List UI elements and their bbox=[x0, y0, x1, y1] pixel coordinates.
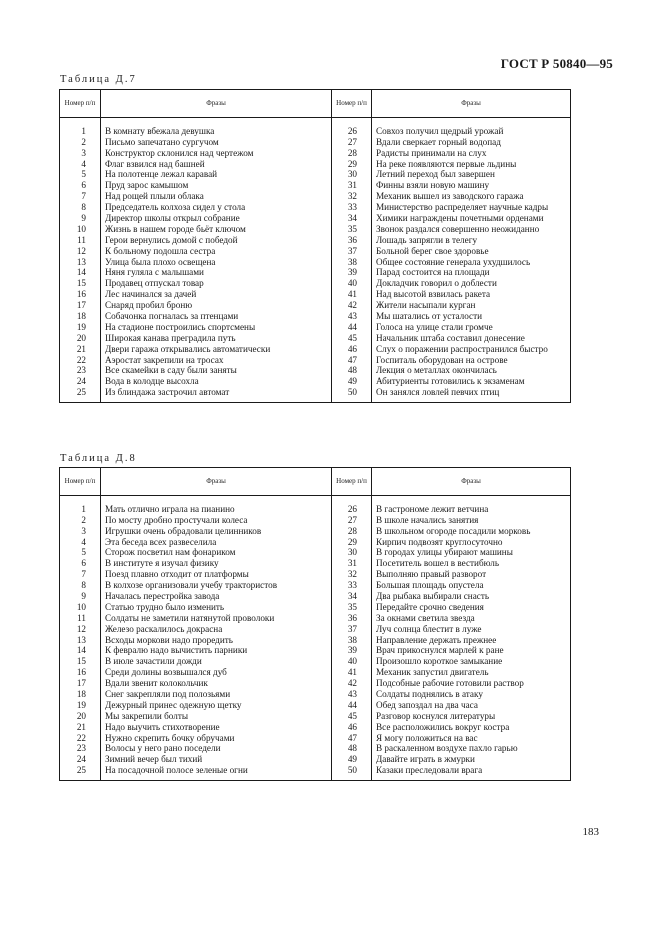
row-number: 34 bbox=[332, 591, 372, 602]
row-number: 7 bbox=[60, 569, 101, 580]
table-row bbox=[60, 558, 571, 569]
row-phrase: Врач прикоснулся марлей к ране bbox=[372, 646, 571, 657]
row-number: 39 bbox=[332, 268, 372, 279]
table-row bbox=[60, 159, 571, 170]
table-row bbox=[60, 235, 571, 246]
row-number: 34 bbox=[332, 213, 372, 224]
row-phrase: Произошло короткое замыкание bbox=[372, 656, 571, 667]
row-phrase: Председатель колхоза сидел у стола bbox=[101, 202, 332, 213]
row-phrase: Посетитель вошел в вестибюль bbox=[372, 558, 571, 569]
row-number: 40 bbox=[332, 278, 372, 289]
row-phrase: Продавец отпускал товар bbox=[101, 278, 332, 289]
row-number: 4 bbox=[60, 537, 101, 548]
table-d7-title: Таблица Д.7 bbox=[60, 74, 137, 85]
row-number: 30 bbox=[332, 170, 372, 181]
col-header-phrases: Фразы bbox=[101, 468, 332, 496]
row-number: 38 bbox=[332, 257, 372, 268]
table-row bbox=[60, 126, 571, 137]
table-row bbox=[60, 344, 571, 355]
row-number: 12 bbox=[60, 246, 101, 257]
row-phrase: Давайте играть в жмурки bbox=[372, 754, 571, 765]
row-phrase: Механик вышел из заводского гаража bbox=[372, 191, 571, 202]
row-number: 13 bbox=[60, 257, 101, 268]
row-phrase: Мать отлично играла на пианино bbox=[101, 504, 332, 515]
row-number: 9 bbox=[60, 591, 101, 602]
row-phrase: В комнату вбежала девушка bbox=[101, 126, 332, 137]
row-phrase: Флаг взвился над башней bbox=[101, 159, 332, 170]
table-row bbox=[60, 700, 571, 711]
col-header-number: Номер п/п bbox=[332, 90, 372, 118]
table-row bbox=[60, 656, 571, 667]
table-row bbox=[60, 624, 571, 635]
row-phrase: Мы шатались от усталости bbox=[372, 311, 571, 322]
table-row bbox=[60, 278, 571, 289]
table-row bbox=[60, 722, 571, 733]
row-phrase: Казаки преследовали врага bbox=[372, 765, 571, 776]
table-row bbox=[60, 689, 571, 700]
row-number: 46 bbox=[332, 344, 372, 355]
row-phrase: В школе начались занятия bbox=[372, 515, 571, 526]
row-number: 19 bbox=[60, 322, 101, 333]
table-row bbox=[60, 711, 571, 722]
table-row bbox=[60, 180, 571, 191]
table-d8 bbox=[59, 467, 571, 781]
row-phrase: Радисты принимали на слух bbox=[372, 148, 571, 159]
row-number: 26 bbox=[332, 126, 372, 137]
row-phrase: Дежурный принес одежную щетку bbox=[101, 700, 332, 711]
row-phrase: Сторож посветил нам фонариком bbox=[101, 548, 332, 559]
row-phrase: Парад состоится на площади bbox=[372, 268, 571, 279]
row-number: 33 bbox=[332, 202, 372, 213]
row-number: 44 bbox=[332, 700, 372, 711]
row-number: 5 bbox=[60, 170, 101, 181]
row-phrase: Широкая канава преградила путь bbox=[101, 333, 332, 344]
row-phrase: Большая площадь опустела bbox=[372, 580, 571, 591]
table-row bbox=[60, 170, 571, 181]
table-row bbox=[60, 667, 571, 678]
row-number: 20 bbox=[60, 333, 101, 344]
table-row bbox=[60, 537, 571, 548]
row-number: 4 bbox=[60, 159, 101, 170]
row-number: 1 bbox=[60, 126, 101, 137]
table-row bbox=[60, 246, 571, 257]
row-phrase: Все скамейки в саду были заняты bbox=[101, 366, 332, 377]
row-phrase: На полотенце лежал каравай bbox=[101, 170, 332, 181]
table-row bbox=[60, 148, 571, 159]
row-number: 35 bbox=[332, 602, 372, 613]
table-row bbox=[60, 311, 571, 322]
row-phrase: Статью трудно было изменить bbox=[101, 602, 332, 613]
row-phrase: Аэростат закрепили на тросах bbox=[101, 355, 332, 366]
row-number: 29 bbox=[332, 537, 372, 548]
row-phrase: Общее состояние генерала ухудшилось bbox=[372, 257, 571, 268]
row-number: 49 bbox=[332, 754, 372, 765]
row-number: 21 bbox=[60, 344, 101, 355]
row-number: 37 bbox=[332, 624, 372, 635]
row-phrase: В институте я изучал физику bbox=[101, 558, 332, 569]
row-number: 25 bbox=[60, 765, 101, 776]
row-phrase: Все расположились вокруг костра bbox=[372, 722, 571, 733]
row-number: 11 bbox=[60, 235, 101, 246]
table-row bbox=[60, 213, 571, 224]
row-phrase: Кирпич подвозят круглосуточно bbox=[372, 537, 571, 548]
table-row bbox=[60, 268, 571, 279]
row-phrase: К больному подошла сестра bbox=[101, 246, 332, 257]
table-row bbox=[60, 526, 571, 537]
row-phrase: Лошадь запрягли в телегу bbox=[372, 235, 571, 246]
row-number: 39 bbox=[332, 646, 372, 657]
table-row bbox=[60, 765, 571, 776]
row-phrase: В раскаленном воздухе пахло гарью bbox=[372, 744, 571, 755]
row-phrase: Выполняю правый разворот bbox=[372, 569, 571, 580]
document-code: ГОСТ Р 50840—95 bbox=[500, 56, 613, 71]
row-number: 3 bbox=[60, 148, 101, 159]
row-number: 32 bbox=[332, 569, 372, 580]
row-phrase: Звонок раздался совершенно неожиданно bbox=[372, 224, 571, 235]
row-number: 48 bbox=[332, 366, 372, 377]
row-number: 9 bbox=[60, 213, 101, 224]
row-phrase: За окнами светила звезда bbox=[372, 613, 571, 624]
row-number: 38 bbox=[332, 635, 372, 646]
table-row bbox=[60, 289, 571, 300]
table-row bbox=[60, 191, 571, 202]
row-phrase: К февралю надо вычистить парники bbox=[101, 646, 332, 657]
table-row bbox=[60, 602, 571, 613]
row-number: 36 bbox=[332, 613, 372, 624]
row-number: 27 bbox=[332, 515, 372, 526]
table-d7 bbox=[59, 89, 571, 403]
table-row bbox=[60, 635, 571, 646]
table-row bbox=[60, 333, 571, 344]
row-number: 18 bbox=[60, 311, 101, 322]
table-row bbox=[60, 355, 571, 366]
row-number: 42 bbox=[332, 678, 372, 689]
row-phrase: Передайте срочно сведения bbox=[372, 602, 571, 613]
row-number: 22 bbox=[60, 355, 101, 366]
row-phrase: Разговор коснулся литературы bbox=[372, 711, 571, 722]
table-row bbox=[60, 224, 571, 235]
row-phrase: Всходы моркови надо проредить bbox=[101, 635, 332, 646]
row-number: 42 bbox=[332, 300, 372, 311]
page-number: 183 bbox=[582, 826, 599, 838]
row-number: 25 bbox=[60, 387, 101, 398]
row-phrase: Началась перестройка завода bbox=[101, 591, 332, 602]
row-phrase: Вода в колодце высохла bbox=[101, 376, 332, 387]
row-phrase: Поезд плавно отходит от платформы bbox=[101, 569, 332, 580]
row-number: 15 bbox=[60, 656, 101, 667]
row-phrase: Железо раскалилось докрасна bbox=[101, 624, 332, 635]
row-number: 32 bbox=[332, 191, 372, 202]
row-phrase: Лес начинался за дачей bbox=[101, 289, 332, 300]
row-number: 24 bbox=[60, 754, 101, 765]
row-number: 10 bbox=[60, 602, 101, 613]
row-phrase: Конструктор склонился над чертежом bbox=[101, 148, 332, 159]
row-number: 24 bbox=[60, 376, 101, 387]
col-header-number: Номер п/п bbox=[332, 468, 372, 496]
table-row bbox=[60, 591, 571, 602]
row-number: 16 bbox=[60, 289, 101, 300]
row-phrase: В гастрономе лежит ветчина bbox=[372, 504, 571, 515]
row-phrase: Докладчик говорил о доблести bbox=[372, 278, 571, 289]
row-phrase: Вдали звенит колокольчик bbox=[101, 678, 332, 689]
row-phrase: Жители насыпали курган bbox=[372, 300, 571, 311]
row-phrase: Нужно скрепить бочку обручами bbox=[101, 733, 332, 744]
row-phrase: Летний переход был завершен bbox=[372, 170, 571, 181]
row-number: 3 bbox=[60, 526, 101, 537]
row-phrase: Волосы у него рано поседели bbox=[101, 744, 332, 755]
row-phrase: Улица была плохо освещена bbox=[101, 257, 332, 268]
row-number: 31 bbox=[332, 558, 372, 569]
row-number: 21 bbox=[60, 722, 101, 733]
row-number: 17 bbox=[60, 300, 101, 311]
row-number: 28 bbox=[332, 148, 372, 159]
row-number: 14 bbox=[60, 646, 101, 657]
row-number: 15 bbox=[60, 278, 101, 289]
row-number: 19 bbox=[60, 700, 101, 711]
row-phrase: Солдаты не заметили натянутой проволоки bbox=[101, 613, 332, 624]
row-number: 45 bbox=[332, 711, 372, 722]
row-phrase: Вдали сверкает горный водопад bbox=[372, 137, 571, 148]
row-phrase: Снаряд пробил броню bbox=[101, 300, 332, 311]
row-phrase: Слух о поражении распространился быстро bbox=[372, 344, 571, 355]
row-phrase: Двери гаража открывались автоматически bbox=[101, 344, 332, 355]
table-row bbox=[60, 548, 571, 559]
row-number: 37 bbox=[332, 246, 372, 257]
table-row bbox=[60, 257, 571, 268]
row-phrase: Механик запустил двигатель bbox=[372, 667, 571, 678]
table-row bbox=[60, 366, 571, 377]
row-phrase: Надо выучить стихотворение bbox=[101, 722, 332, 733]
col-header-phrases: Фразы bbox=[372, 90, 571, 118]
row-number: 14 bbox=[60, 268, 101, 279]
row-number: 48 bbox=[332, 744, 372, 755]
row-number: 47 bbox=[332, 355, 372, 366]
row-number: 16 bbox=[60, 667, 101, 678]
row-phrase: Госпиталь оборудован на острове bbox=[372, 355, 571, 366]
row-phrase: Над высотой взвилась ракета bbox=[372, 289, 571, 300]
row-number: 26 bbox=[332, 504, 372, 515]
row-number: 43 bbox=[332, 311, 372, 322]
row-number: 27 bbox=[332, 137, 372, 148]
row-phrase: Два рыбака выбирали снасть bbox=[372, 591, 571, 602]
row-number: 44 bbox=[332, 322, 372, 333]
row-phrase: Пруд зарос камышом bbox=[101, 180, 332, 191]
row-number: 50 bbox=[332, 765, 372, 776]
table-row bbox=[60, 580, 571, 591]
row-phrase: Начальник штаба составил донесение bbox=[372, 333, 571, 344]
row-number: 31 bbox=[332, 180, 372, 191]
row-phrase: Зимний вечер был тихий bbox=[101, 754, 332, 765]
row-phrase: Игрушки очень обрадовали целинников bbox=[101, 526, 332, 537]
row-phrase: Няня гуляла с малышами bbox=[101, 268, 332, 279]
row-number: 20 bbox=[60, 711, 101, 722]
row-phrase: Совхоз получил щедрый урожай bbox=[372, 126, 571, 137]
row-number: 29 bbox=[332, 159, 372, 170]
row-number: 47 bbox=[332, 733, 372, 744]
row-number: 6 bbox=[60, 180, 101, 191]
row-phrase: Эта беседа всех развеселила bbox=[101, 537, 332, 548]
row-number: 36 bbox=[332, 235, 372, 246]
table-row bbox=[60, 733, 571, 744]
row-number: 13 bbox=[60, 635, 101, 646]
row-phrase: Герои вернулись домой с победой bbox=[101, 235, 332, 246]
row-phrase: На посадочной полосе зеленые огни bbox=[101, 765, 332, 776]
row-phrase: По мосту дробно простучали колеса bbox=[101, 515, 332, 526]
row-number: 35 bbox=[332, 224, 372, 235]
row-number: 49 bbox=[332, 376, 372, 387]
row-number: 12 bbox=[60, 624, 101, 635]
row-phrase: В июле зачастили дожди bbox=[101, 656, 332, 667]
row-phrase: Абитуриенты готовились к экзаменам bbox=[372, 376, 571, 387]
row-number: 7 bbox=[60, 191, 101, 202]
row-number: 11 bbox=[60, 613, 101, 624]
table-row bbox=[60, 754, 571, 765]
row-number: 33 bbox=[332, 580, 372, 591]
row-number: 2 bbox=[60, 515, 101, 526]
row-phrase: На реке появляются первые льдины bbox=[372, 159, 571, 170]
table-row bbox=[60, 504, 571, 515]
row-phrase: Финны взяли новую машину bbox=[372, 180, 571, 191]
row-number: 2 bbox=[60, 137, 101, 148]
row-phrase: Направление держать прежнее bbox=[372, 635, 571, 646]
row-phrase: Обед запоздал на два часа bbox=[372, 700, 571, 711]
row-number: 18 bbox=[60, 689, 101, 700]
row-number: 41 bbox=[332, 289, 372, 300]
row-phrase: Над рощей плыли облака bbox=[101, 191, 332, 202]
row-number: 8 bbox=[60, 580, 101, 591]
row-phrase: Жизнь в нашем городе бьёт ключом bbox=[101, 224, 332, 235]
row-phrase: Письмо запечатано сургучом bbox=[101, 137, 332, 148]
col-header-number: Номер п/п bbox=[60, 90, 101, 118]
row-number: 41 bbox=[332, 667, 372, 678]
row-phrase: Среди долины возвышался дуб bbox=[101, 667, 332, 678]
row-phrase: Он занялся ловлей певчих птиц bbox=[372, 387, 571, 398]
row-phrase: В школьном огороде посадили морковь bbox=[372, 526, 571, 537]
table-row bbox=[60, 300, 571, 311]
row-phrase: Лекция о металлах окончилась bbox=[372, 366, 571, 377]
row-number: 45 bbox=[332, 333, 372, 344]
table-row bbox=[60, 569, 571, 580]
table-row bbox=[60, 137, 571, 148]
row-number: 5 bbox=[60, 548, 101, 559]
table-row bbox=[60, 744, 571, 755]
table-row bbox=[60, 376, 571, 387]
row-number: 17 bbox=[60, 678, 101, 689]
row-number: 50 bbox=[332, 387, 372, 398]
row-phrase: На стадионе построились спортсмены bbox=[101, 322, 332, 333]
row-phrase: Солдаты поднялись в атаку bbox=[372, 689, 571, 700]
table-row bbox=[60, 678, 571, 689]
row-phrase: В городах улицы убирают машины bbox=[372, 548, 571, 559]
row-phrase: Мы закрепили болты bbox=[101, 711, 332, 722]
col-header-number: Номер п/п bbox=[60, 468, 101, 496]
row-number: 1 bbox=[60, 504, 101, 515]
row-number: 46 bbox=[332, 722, 372, 733]
row-number: 30 bbox=[332, 548, 372, 559]
row-number: 6 bbox=[60, 558, 101, 569]
row-phrase: Подсобные рабочие готовили раствор bbox=[372, 678, 571, 689]
table-row bbox=[60, 646, 571, 657]
row-number: 28 bbox=[332, 526, 372, 537]
row-phrase: Голоса на улице стали громче bbox=[372, 322, 571, 333]
row-number: 8 bbox=[60, 202, 101, 213]
row-phrase: Директор школы открыл собрание bbox=[101, 213, 332, 224]
row-phrase: Из блиндажа застрочил автомат bbox=[101, 387, 332, 398]
row-phrase: Снег закрепляли под полозьями bbox=[101, 689, 332, 700]
table-row bbox=[60, 613, 571, 624]
row-phrase: Химики награждены почетными орденами bbox=[372, 213, 571, 224]
row-phrase: Собачонка погналась за птенцами bbox=[101, 311, 332, 322]
row-phrase: Министерство распределяет научные кадры bbox=[372, 202, 571, 213]
table-row bbox=[60, 387, 571, 398]
row-phrase: В колхозе организовали учебу трактористов bbox=[101, 580, 332, 591]
row-number: 22 bbox=[60, 733, 101, 744]
table-row bbox=[60, 515, 571, 526]
row-phrase: Больной берег свое здоровье bbox=[372, 246, 571, 257]
table-row bbox=[60, 322, 571, 333]
table-d8-title: Таблица Д.8 bbox=[60, 453, 137, 464]
row-phrase: Я могу положиться на вас bbox=[372, 733, 571, 744]
table-row bbox=[60, 202, 571, 213]
row-number: 40 bbox=[332, 656, 372, 667]
row-phrase: Луч солнца блестит в луже bbox=[372, 624, 571, 635]
row-number: 23 bbox=[60, 366, 101, 377]
row-number: 23 bbox=[60, 744, 101, 755]
row-number: 10 bbox=[60, 224, 101, 235]
col-header-phrases: Фразы bbox=[372, 468, 571, 496]
col-header-phrases: Фразы bbox=[101, 90, 332, 118]
row-number: 43 bbox=[332, 689, 372, 700]
